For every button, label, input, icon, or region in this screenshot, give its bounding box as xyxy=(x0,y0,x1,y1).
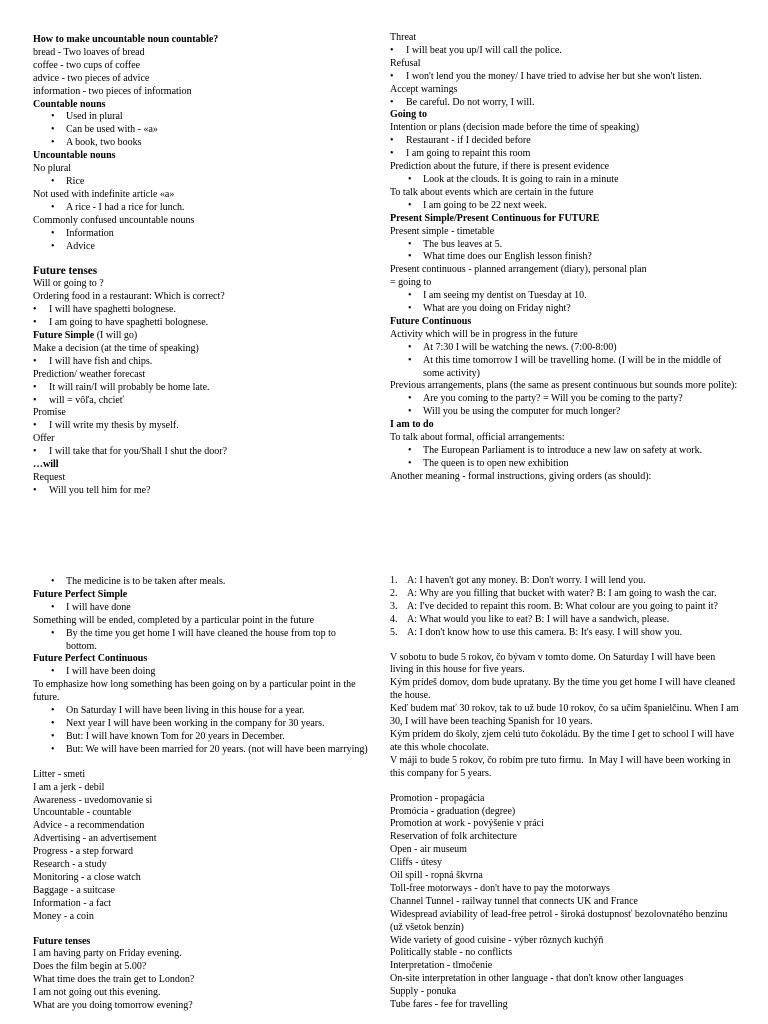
bullet-item: • By the time you get home I will have cleaned the house from top to bottom. xyxy=(33,628,368,654)
bullet-item: • I will have fish and chips. xyxy=(33,356,383,369)
bullet-item: • A rice - I had a rice for lunch. xyxy=(33,202,383,215)
text-line: Oil spill - ropná škvrna xyxy=(390,870,483,882)
item-text: A: I haven't got any money. B: Don't worry. I will lend you. xyxy=(407,575,646,586)
bullet-item: • Restaurant - if I decided before xyxy=(390,135,740,148)
text-line: V máji to bude 5 rokov, čo robím pre tuto firmu. In May I will have been working in this company for 5 years. xyxy=(390,754,733,779)
bullet-item: • Used in plural xyxy=(33,111,383,124)
text-line: Awareness - uvedomovanie si xyxy=(33,794,153,806)
bullet-item: • It will rain/I will probably be home late. xyxy=(33,382,383,395)
numbered-item xyxy=(390,614,740,627)
text-line: Commonly confused uncountable nouns xyxy=(33,214,195,226)
numbered-item xyxy=(390,575,740,588)
bullet-item: • The bus leaves at 5. xyxy=(390,239,740,252)
bullet-item: • A book, two books xyxy=(33,137,383,150)
text-line: Progress - a step forward xyxy=(33,846,133,858)
bullet-item: • Can be used with - «a» xyxy=(33,124,383,137)
text-line: Cliffs - útesy xyxy=(390,857,443,869)
bullet-item: • Advice xyxy=(33,241,383,254)
text-line: Make a decision (at the time of speaking) xyxy=(33,342,199,354)
text-line: On-site interpretation in other language - that don't know other languages xyxy=(390,973,684,985)
text-line: Activity which will be in progress in the future xyxy=(390,328,578,340)
bullet-item: • I will have done xyxy=(33,602,368,615)
bullet-item: • Are you coming to the party? = Will you be coming to the party? xyxy=(390,393,740,406)
bullet-item: • On Saturday I will have been living in this house for a year. xyxy=(33,705,368,718)
section-heading: Future Perfect Simple xyxy=(33,588,128,600)
item-number: 4. xyxy=(390,613,398,625)
text-line: = going to xyxy=(390,277,432,289)
text-line: To talk about events which are certain in the future xyxy=(390,186,594,198)
text-line: Refusal xyxy=(390,57,421,69)
bullet-item: • I am going to have spaghetti bolognese. xyxy=(33,317,383,330)
text-line: To talk about formal, official arrangements: xyxy=(390,432,565,444)
text-line: Research - a study xyxy=(33,859,107,871)
text-line: Baggage - a suitcase xyxy=(33,884,115,896)
bullet-item: • But: We will have been married for 20 years. (not will have been marrying) xyxy=(33,744,368,757)
text-line: Advice - a recommendation xyxy=(33,820,145,832)
text-line: Ordering food in a restaurant: Which is correct? xyxy=(33,291,225,303)
text-line: Supply - ponuka xyxy=(390,986,457,998)
text-line: Not used with indefinite article «a» xyxy=(33,188,175,200)
text-line: coffee - two cups of coffee xyxy=(33,59,141,71)
item-text: A: What would you like to eat? B: I will have a sandwich, please. xyxy=(407,613,670,625)
numbered-item xyxy=(390,601,740,614)
column-top-right xyxy=(390,32,740,484)
bullet-item: • I will have spaghetti bolognese. xyxy=(33,304,383,317)
section-heading xyxy=(33,330,383,343)
text-line: Widespread aviability of lead-free petrol - široká dostupnosť bezolovnatého benzínu (už všetok benzín) xyxy=(390,908,730,933)
text-line: I am not going out this evening. xyxy=(33,987,161,999)
text-line: Does the film begin at 5.00? xyxy=(33,961,147,973)
text-line: To emphasize how long something has been going on by a particular point in the future. xyxy=(33,679,359,704)
section-heading: I am to do xyxy=(390,419,434,431)
bullet-item: • At this time tomorrow I will be travelling home. (I will be in the middle of some activity) xyxy=(390,355,740,381)
spacer xyxy=(390,781,740,793)
bullet-item: • I am going to be 22 next week. xyxy=(390,200,740,213)
text-line: Wide variety of good cuisine - výber rôznych kuchýň xyxy=(390,934,604,946)
bullet-item: • What time does our English lesson finish? xyxy=(390,251,740,264)
bullet-item: • The queen is to open new exhibition xyxy=(390,458,740,471)
text-line: Accept warnings xyxy=(390,83,458,95)
section-heading: Future Perfect Continuous xyxy=(33,653,148,665)
section-heading: Future tenses xyxy=(33,935,91,947)
text-line: Offer xyxy=(33,433,55,445)
text-line: I am a jerk - debil xyxy=(33,781,105,793)
bullet-item: • I am going to repaint this room xyxy=(390,148,740,161)
numbered-item xyxy=(390,588,740,601)
bullet-item: • At 7:30 I will be watching the news. (7:00-8:00) xyxy=(390,342,740,355)
text-line: Previous arrangements, plans (the same as present continuous but sounds more polite): xyxy=(390,380,738,392)
text-line: Advertising - an advertisement xyxy=(33,833,157,845)
bullet-item: • Be careful. Do not worry, I will. xyxy=(390,97,740,110)
text-line: Uncountable - countable xyxy=(33,807,132,819)
numbered-item xyxy=(390,627,740,640)
bullet-item: • What are you doing on Friday night? xyxy=(390,303,740,316)
text-line: Channel Tunnel - railway tunnel that connects UK and France xyxy=(390,895,638,907)
text-line: I am having party on Friday evening. xyxy=(33,948,182,960)
text-line: Information - a fact xyxy=(33,897,112,909)
text-line: Reservation of folk architecture xyxy=(390,831,517,843)
bullet-item: • Will you tell him for me? xyxy=(33,485,383,498)
text-line: Request xyxy=(33,472,66,483)
item-number: 2. xyxy=(390,587,398,599)
text-line: Threat xyxy=(390,32,417,43)
text-line: Promise xyxy=(33,407,66,419)
text-line: Toll-free motorways - don't have to pay the motorways xyxy=(390,882,610,894)
bullet-item: • Rice xyxy=(33,176,383,189)
bullet-item: • I will have been doing xyxy=(33,666,368,679)
text-line: Another meaning - formal instructions, giving orders (as should): xyxy=(390,470,652,482)
text-line: No plural xyxy=(33,163,72,175)
text-line: V sobotu to bude 5 rokov, čo bývam v tomto dome. On Saturday I will have been living in this house for five years. xyxy=(390,651,718,676)
section-heading: Present Simple/Present Continuous for FUTURE xyxy=(390,212,600,224)
text-line: information - two pieces of information xyxy=(33,85,192,97)
item-number: 5. xyxy=(390,626,398,638)
text-line: Monitoring - a close watch xyxy=(33,871,141,883)
text-line: bread - Two loaves of bread xyxy=(33,46,145,58)
column-top-left xyxy=(33,34,383,498)
section-heading: Future Continuous xyxy=(390,315,472,327)
text-line: Prediction about the future, if there is present evidence xyxy=(390,161,610,173)
spacer xyxy=(33,924,368,936)
text-line: Something will be ended, completed by a particular point in the future xyxy=(33,614,315,626)
text-line: Money - a coin xyxy=(33,910,94,922)
text-line: Present continuous - planned arrangement (diary), personal plan xyxy=(390,264,647,276)
text-line: Interpretation - tlmočenie xyxy=(390,960,493,972)
text-line: Kým prídem do školy, zjem celú tuto čokoládu. By the time I get to school I will have ate this whole chocolate. xyxy=(390,728,737,753)
item-number: 1. xyxy=(390,575,398,586)
text-line: Kým prídeš domov, dom bude upratany. By the time you get home I will have cleaned the house. xyxy=(390,677,738,702)
text-line: advice - two pieces of advice xyxy=(33,72,150,84)
section-heading: Going to xyxy=(390,109,427,121)
text-line: Politically stable - no conflicts xyxy=(390,947,513,959)
text-line: Promotion at work - povýšenie v práci xyxy=(390,818,544,830)
text-line: Promócia - graduation (degree) xyxy=(390,805,516,817)
section-title: Future tenses xyxy=(33,265,98,278)
bullet-item: • I won't lend you the money/ I have tried to advise her but she won't listen. xyxy=(390,71,740,84)
text-line: Prediction/ weather forecast xyxy=(33,368,146,380)
bullet-item: • I will beat you up/I will call the police. xyxy=(390,45,740,58)
item-number: 3. xyxy=(390,600,398,612)
bullet-item: • The European Parliament is to introduce a new law on safety at work. xyxy=(390,445,740,458)
text-line: Keď budem mať 30 rokov, tak to už bude 10 rokov, čo sa učím španielčinu. When I am 30, I will have been teaching Spanish for 10 years. xyxy=(390,703,742,728)
item-text: A: I've decided to repaint this room. B: What colour are you going to paint it? xyxy=(407,600,718,612)
column-bottom-left xyxy=(33,576,368,1013)
text-line: What are you doing tomorrow evening? xyxy=(33,1000,193,1012)
heading-bold: Future Simple xyxy=(33,330,95,342)
section-heading: Uncountable nouns xyxy=(33,150,116,162)
text-line: Intention or plans (decision made before the time of speaking) xyxy=(390,122,640,134)
section-heading: …will xyxy=(33,459,59,471)
bullet-item: • But: I will have known Tom for 20 years in December. xyxy=(33,731,368,744)
bullet-item: • Look at the clouds. It is going to rain in a minute xyxy=(390,174,740,187)
spacer xyxy=(390,640,740,652)
bullet-item: • will = vôľa, chcieť xyxy=(33,395,383,408)
text-line: What time does the train get to London? xyxy=(33,974,195,986)
text-line: Litter - smeti xyxy=(33,768,86,780)
item-text: A: Why are you filling that bucket with water? B: I am going to wash the car. xyxy=(407,587,717,599)
bullet-item: • I will write my thesis by myself. xyxy=(33,420,383,433)
section-heading: How to make uncountable noun countable? xyxy=(33,34,219,45)
text-line: Open - air museum xyxy=(390,844,467,856)
text-line: Will or going to ? xyxy=(33,278,104,290)
column-bottom-right xyxy=(390,575,740,1012)
bullet-item: • I am seeing my dentist on Tuesday at 10. xyxy=(390,290,740,303)
bullet-item: • Information xyxy=(33,228,383,241)
section-heading: Countable nouns xyxy=(33,98,106,110)
text-line: Present simple - timetable xyxy=(390,225,495,237)
bullet-item: • The medicine is to be taken after meals. xyxy=(33,576,368,589)
item-text: A: I don't know how to use this camera. B: It's easy. I will show you. xyxy=(407,626,683,638)
bullet-item: • Next year I will have been working in the company for 30 years. xyxy=(33,718,368,731)
bullet-item: • I will take that for you/Shall I shut the door? xyxy=(33,446,383,459)
spacer xyxy=(33,757,368,769)
text-line: Promotion - propagácia xyxy=(390,792,485,804)
text-line: Tube fares - fee for travelling xyxy=(390,999,508,1011)
heading-note: (I will go) xyxy=(94,330,138,342)
bullet-item: • Will you be using the computer for much longer? xyxy=(390,406,740,419)
